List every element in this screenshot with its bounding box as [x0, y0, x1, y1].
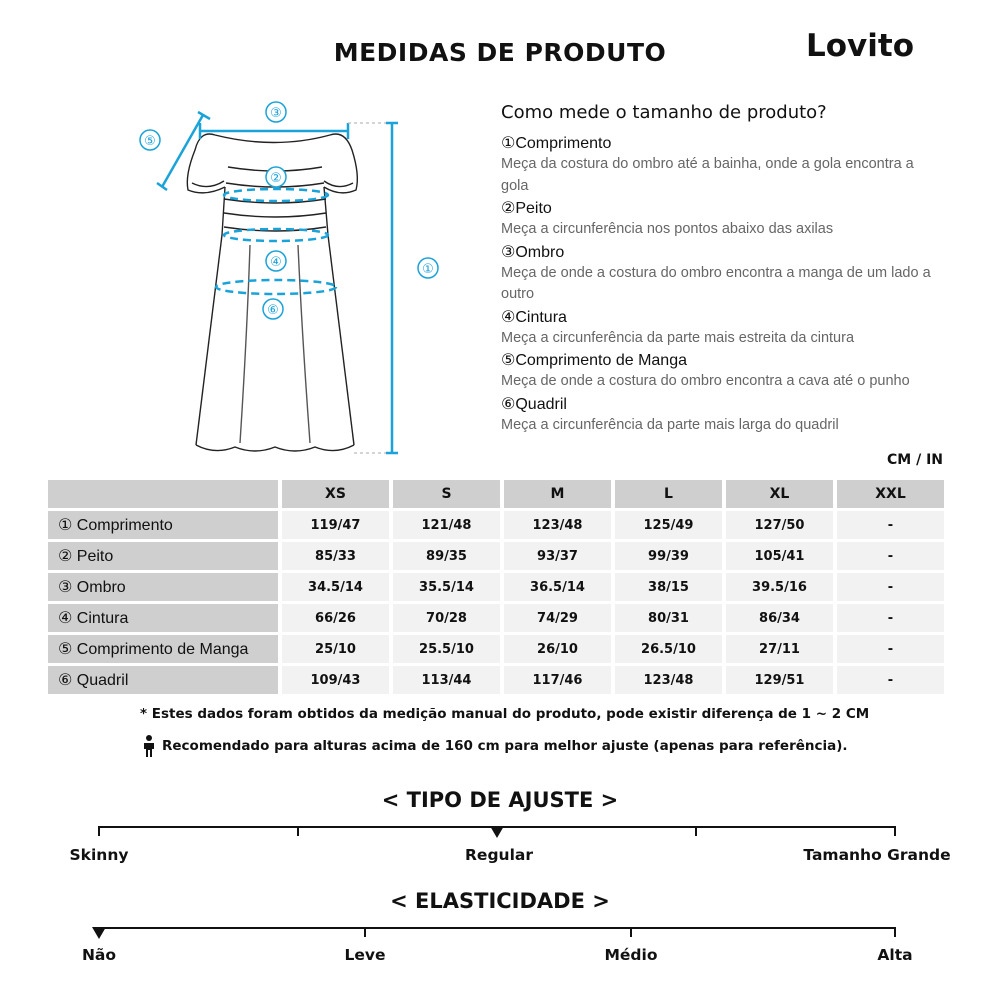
guide-heading: Como mede o tamanho de produto?	[501, 102, 827, 123]
table-cell: 89/35	[393, 542, 500, 570]
marker-sleeve: ⑤	[144, 134, 156, 149]
fit-label-regular: Regular	[465, 846, 533, 864]
table-cell: -	[837, 542, 944, 570]
elasticity-label-none: Não	[81, 946, 117, 964]
chest-measure-ellipse	[224, 189, 328, 201]
guide-item-shoulder	[501, 242, 941, 306]
guide-label: ⑥Quadril	[501, 395, 567, 413]
table-cell: 74/29	[504, 604, 611, 632]
row-label: ④ Cintura	[48, 604, 278, 632]
fit-label-plus-size: Tamanho Grande	[803, 846, 951, 864]
table-cell: 113/44	[393, 666, 500, 694]
table-cell: 80/31	[615, 604, 722, 632]
row-label: ⑥ Quadril	[48, 666, 278, 694]
guide-item-hip	[501, 394, 941, 437]
marker-waist: ④	[270, 255, 282, 270]
elasticity-scale-tick	[630, 927, 632, 937]
guide-label: ③Ombro	[501, 243, 565, 261]
guide-label: ④Cintura	[501, 308, 567, 326]
unit-label: CM / IN	[887, 452, 943, 468]
row-label: ① Comprimento	[48, 511, 278, 539]
table-cell: 38/15	[615, 573, 722, 601]
table-cell: -	[837, 604, 944, 632]
row-label: ⑤ Comprimento de Manga	[48, 635, 278, 663]
table-row	[48, 511, 944, 539]
marker-circles	[140, 102, 438, 319]
guide-description: Meça a circunferência da parte mais estreita da cintura	[501, 329, 855, 346]
fit-selected-marker	[490, 826, 504, 838]
table-cell: -	[837, 666, 944, 694]
table-cell: 93/37	[504, 542, 611, 570]
table-cell: 123/48	[615, 666, 722, 694]
hip-measure-ellipse	[216, 280, 336, 294]
row-label: ② Peito	[48, 542, 278, 570]
table-cell: 25/10	[282, 635, 389, 663]
height-recommendation	[140, 734, 848, 758]
size-table	[44, 477, 948, 697]
dress-measurement-diagram	[0, 95, 480, 465]
table-cell: -	[837, 635, 944, 663]
elasticity-title: < ELASTICIDADE >	[390, 889, 610, 913]
table-cell: 117/46	[504, 666, 611, 694]
person-icon	[140, 734, 158, 758]
fit-label-skinny: Skinny	[69, 846, 129, 864]
elasticity-label-medium: Médio	[604, 946, 658, 964]
measurement-guides	[157, 112, 398, 453]
guide-label: ⑤Comprimento de Manga	[501, 352, 687, 369]
guide-description: Meça de onde a costura do ombro encontra a cava até o punho	[501, 373, 910, 389]
table-cell: -	[837, 511, 944, 539]
table-cell: 66/26	[282, 604, 389, 632]
table-cell: 25.5/10	[393, 635, 500, 663]
marker-numbers	[144, 106, 434, 318]
guide-item-length	[501, 133, 941, 197]
elasticity-scale-tick	[894, 927, 896, 937]
fit-type-title: < TIPO DE AJUSTE >	[381, 788, 619, 812]
table-cell: 36.5/14	[504, 573, 611, 601]
sleeve-measure-line	[162, 115, 203, 187]
guide-item-sleeve	[501, 350, 941, 393]
marker-length: ①	[422, 262, 434, 277]
table-cell: 85/33	[282, 542, 389, 570]
elasticity-label-light: Leve	[344, 946, 386, 964]
guide-item-chest	[501, 198, 941, 241]
table-cell: 70/28	[393, 604, 500, 632]
table-cell: 34.5/14	[282, 573, 389, 601]
size-header: XL	[726, 480, 833, 508]
table-cell: 105/41	[726, 542, 833, 570]
guide-item-waist	[501, 307, 941, 350]
fit-scale-tick	[894, 826, 896, 836]
elasticity-scale-tick	[364, 927, 366, 937]
guide-description: Meça a circunferência da parte mais larga do quadril	[501, 416, 839, 433]
table-cell: 127/50	[726, 511, 833, 539]
table-cell: 27/11	[726, 635, 833, 663]
table-cell: 39.5/16	[726, 573, 833, 601]
table-cell: 121/48	[393, 511, 500, 539]
table-header-row	[48, 480, 944, 508]
table-row	[48, 604, 944, 632]
marker-chest: ②	[270, 171, 282, 186]
guide-description: Meça de onde a costura do ombro encontra a manga de um lado a outro	[501, 264, 931, 302]
guide-label: ②Peito	[501, 200, 552, 217]
table-row	[48, 573, 944, 601]
table-cell: 119/47	[282, 511, 389, 539]
size-header: XXL	[837, 480, 944, 508]
table-cell: 99/39	[615, 542, 722, 570]
table-row	[48, 635, 944, 663]
table-row	[48, 666, 944, 694]
fit-scale-tick	[98, 826, 100, 836]
size-header: S	[393, 480, 500, 508]
table-cell: 35.5/14	[393, 573, 500, 601]
brand-logo: Lovito	[806, 28, 915, 64]
size-header: M	[504, 480, 611, 508]
table-cell: 129/51	[726, 666, 833, 694]
table-row	[48, 542, 944, 570]
table-cell: 109/43	[282, 666, 389, 694]
guide-description: Meça da costura do ombro até a bainha, onde a gola encontra a gola	[501, 156, 914, 194]
height-recommendation-text: Recomendado para alturas acima de 160 cm para melhor ajuste (apenas para referência).	[162, 738, 848, 754]
size-header: XS	[282, 480, 389, 508]
guide-label: ①Comprimento	[501, 135, 612, 152]
table-corner-cell	[48, 480, 278, 508]
elasticity-scale-line	[98, 927, 896, 929]
row-label: ③ Ombro	[48, 573, 278, 601]
elasticity-label-high: Alta	[877, 946, 913, 964]
table-cell: 125/49	[615, 511, 722, 539]
measurement-guide	[501, 102, 941, 437]
fit-scale-tick	[297, 826, 299, 836]
table-cell: 26.5/10	[615, 635, 722, 663]
marker-hip: ⑥	[267, 303, 279, 318]
size-header: L	[615, 480, 722, 508]
elasticity-selected-marker	[92, 927, 106, 939]
table-cell: 123/48	[504, 511, 611, 539]
guide-description: Meça a circunferência nos pontos abaixo das axilas	[501, 221, 834, 237]
table-cell: 86/34	[726, 604, 833, 632]
fit-scale-tick	[695, 826, 697, 836]
page-title: MEDIDAS DE PRODUTO	[333, 38, 667, 67]
marker-shoulder: ③	[270, 106, 282, 121]
table-cell: 26/10	[504, 635, 611, 663]
measurement-disclaimer: * Estes dados foram obtidos da medição manual do produto, pode existir diferença de 1 ~ 2 CM	[140, 706, 870, 722]
table-cell: -	[837, 573, 944, 601]
length-reference-lines	[348, 123, 386, 453]
